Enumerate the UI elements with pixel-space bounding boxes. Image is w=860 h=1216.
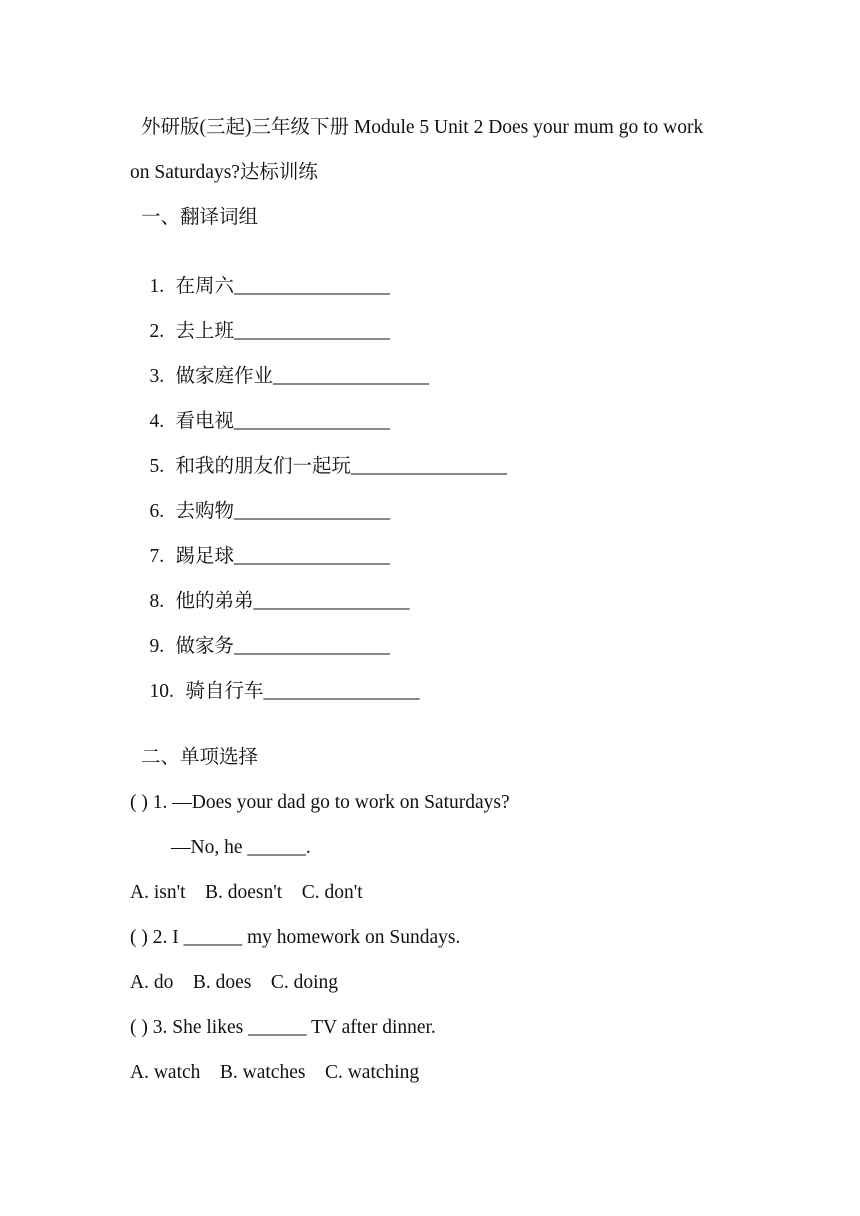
item-text: 和我的朋友们一起玩________________: [175, 456, 508, 477]
question-2-options: A. do B. does C. doing: [130, 972, 339, 993]
item-number: 7.: [149, 546, 165, 567]
question-2: ( ) 2. I ______ my homework on Sundays.: [130, 927, 461, 948]
title-line-1: 外研版(三起)三年级下册 Module 5 Unit 2 Does your mum go to work: [141, 117, 704, 138]
item-text: 去上班________________: [175, 321, 391, 342]
item-text: 骑自行车________________: [185, 681, 420, 702]
item-number: 6.: [149, 501, 165, 522]
title-line-2: on Saturdays?达标训练: [130, 162, 318, 183]
item-text: 去购物________________: [175, 501, 391, 522]
translation-item-10: [130, 656, 420, 728]
question-1-answer-line: —No, he ______.: [171, 837, 311, 858]
question-3-options: A. watch B. watches C. watching: [130, 1062, 420, 1083]
item-number: 1.: [149, 276, 165, 297]
item-number: 5.: [149, 456, 165, 477]
item-number: 10.: [149, 681, 174, 702]
item-text: 做家务________________: [175, 636, 391, 657]
item-number: 2.: [149, 321, 165, 342]
question-1-options: A. isn't B. doesn't C. don't: [130, 882, 363, 903]
item-number: 8.: [149, 591, 165, 612]
question-3: ( ) 3. She likes ______ TV after dinner.: [130, 1017, 436, 1038]
section-2-heading: 二、单项选择: [141, 747, 259, 768]
item-text: 做家庭作业________________: [175, 366, 430, 387]
item-number: 3.: [149, 366, 165, 387]
item-text: 他的弟弟________________: [175, 591, 410, 612]
item-text: 看电视________________: [175, 411, 391, 432]
item-number: 4.: [149, 411, 165, 432]
item-text: 在周六________________: [175, 276, 391, 297]
item-text: 踢足球________________: [175, 546, 391, 567]
question-1: ( ) 1. —Does your dad go to work on Saturdays?: [130, 792, 510, 813]
section-1-heading: 一、翻译词组: [141, 207, 259, 228]
item-number: 9.: [149, 636, 165, 657]
